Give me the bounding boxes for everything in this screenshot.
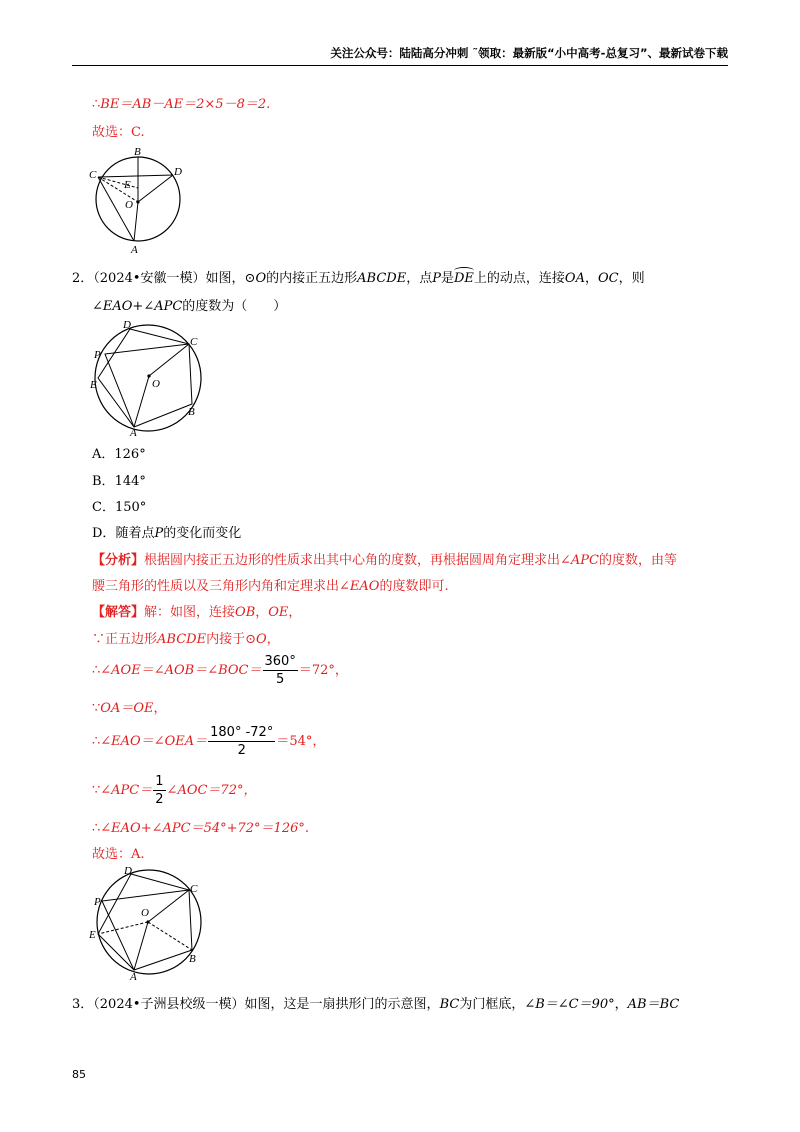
- therefore-symbol: ∴: [92, 97, 101, 112]
- option-text: 150°: [114, 500, 147, 515]
- solution-text: ，: [153, 701, 167, 716]
- analysis-line-2: [92, 578, 449, 596]
- q3-var: ∠B＝∠C＝90°: [524, 997, 615, 1012]
- solution-step-4: [92, 723, 325, 761]
- q2-var: ABCDE: [357, 271, 407, 286]
- q3-text: 如图，这是一扇拱形门的示意图，: [244, 997, 440, 1012]
- option-c: [92, 499, 146, 517]
- q2-text: 的内接正五边形: [266, 271, 358, 286]
- solution-text: ，: [266, 632, 280, 647]
- solution-text: ，: [255, 605, 269, 620]
- q3-text: 为门框底，: [459, 997, 525, 1012]
- question-source: （2024•子洲县校级一模）: [93, 997, 245, 1012]
- q2-text: ，则: [618, 271, 645, 286]
- fraction-denominator: 2: [237, 743, 246, 758]
- question-2-line-1: [72, 270, 645, 288]
- solution-var: ∠AOE＝∠AOB＝∠BOC＝: [100, 663, 262, 678]
- solution-text: ∵正五边形: [92, 632, 158, 647]
- fig2-label-c: C: [190, 336, 198, 348]
- fig2-label-e: E: [90, 379, 97, 391]
- q3-text: ，: [614, 997, 628, 1012]
- q3-var: AB＝BC: [627, 997, 680, 1012]
- q3-var: BC: [439, 997, 460, 1012]
- analysis-text: 的度数即可.: [379, 579, 449, 594]
- option-d: [92, 525, 241, 543]
- fig2-label-a: A: [130, 427, 137, 439]
- solution-answer-text: 故选：A.: [92, 847, 145, 862]
- solution-step-6: [92, 820, 309, 838]
- q2-var: P: [432, 271, 441, 286]
- analysis-text: 腰三角形的性质以及三角形内角和定理求出: [92, 579, 340, 594]
- fraction-denominator: 2: [155, 792, 164, 807]
- fraction-denominator: 5: [276, 672, 285, 687]
- solution-var: ∠AOC＝72°，: [166, 783, 257, 798]
- option-b: [92, 473, 146, 491]
- fraction-180-minus-72-over-2: [208, 724, 275, 759]
- figure-2-pentagon: [86, 318, 210, 439]
- solution-step-5: [92, 772, 256, 810]
- question-number: 2．: [72, 271, 94, 286]
- solution-text: ∴: [92, 663, 101, 678]
- solution-var: OA＝OE: [100, 701, 154, 716]
- solution-intro: [92, 604, 301, 622]
- solution-text: ∵: [92, 701, 101, 716]
- fraction-numerator: 1: [155, 774, 164, 789]
- q2-text: 是: [440, 271, 454, 286]
- analysis-tag: 【分析】: [92, 553, 145, 568]
- solution-step-3: [92, 700, 167, 718]
- fig3-label-b: B: [189, 953, 196, 965]
- page-header: [72, 44, 728, 66]
- option-text: 的变化而变化: [163, 526, 242, 541]
- fig3-label-e: E: [89, 929, 96, 941]
- option-a: [92, 446, 146, 464]
- fig3-label-c: C: [190, 883, 198, 895]
- fig3-label-p: P: [94, 896, 101, 908]
- solution-step-1: [92, 631, 280, 649]
- solution-text: ∴: [92, 821, 101, 836]
- option-label: B．: [92, 474, 115, 489]
- q2-var: OC: [597, 271, 619, 286]
- fig1-label-b: B: [134, 146, 141, 158]
- page-number-text: 85: [72, 1068, 86, 1081]
- solution-tag: 【解答】: [92, 605, 145, 620]
- fraction-1-over-2: [153, 773, 165, 808]
- q2-var: OA: [564, 271, 585, 286]
- fig3-label-a: A: [130, 971, 137, 983]
- analysis-text: 根据圆内接正五边形的性质求出其中心角的度数，再根据圆周角定理求出: [144, 553, 561, 568]
- figure-3-pentagon: [86, 864, 212, 983]
- solution-text: ∵: [92, 783, 101, 798]
- prev-answer: [92, 124, 145, 142]
- solution-var: OB: [235, 605, 256, 620]
- solution-var: OE: [268, 605, 289, 620]
- fig1-label-a: A: [131, 244, 138, 256]
- q2-text: 的度数为（ ）: [182, 299, 287, 314]
- fraction-numerator: 360°: [264, 654, 296, 669]
- option-text: 随着点: [115, 526, 155, 541]
- solution-var: ∠EAO＝∠OEA＝: [100, 734, 208, 749]
- fig2-label-o: O: [152, 378, 160, 390]
- fig1-label-c: C: [89, 169, 97, 181]
- option-label: A．: [92, 447, 115, 462]
- solution-text: ＝72°，: [298, 663, 348, 678]
- page-number: [72, 1068, 86, 1081]
- prev-calc: BE＝AB－AE＝2×5－8＝2.: [100, 97, 271, 112]
- fig2-label-p: P: [94, 349, 101, 361]
- option-text: 144°: [114, 474, 146, 489]
- solution-text: 解：如图，连接: [144, 605, 236, 620]
- solution-step-2: [92, 652, 348, 690]
- option-text: 126°: [114, 447, 146, 462]
- analysis-var: ∠APC: [560, 553, 600, 568]
- analysis-var: ∠EAO: [339, 579, 380, 594]
- question-source: （2024•安徽一模）: [93, 271, 206, 286]
- fig3-label-o: O: [141, 907, 149, 919]
- fig1-label-e: E: [124, 179, 131, 191]
- option-var: P: [154, 526, 164, 541]
- fraction-numerator: 180° -72°: [210, 725, 274, 740]
- prev-answer-text: 故选：C.: [92, 125, 145, 140]
- fig2-label-d: D: [123, 319, 131, 331]
- fig1-label-o: O: [125, 199, 133, 211]
- question-2-line-2: [92, 298, 286, 316]
- solution-var: O: [255, 632, 267, 647]
- solution-text: ，: [288, 605, 302, 620]
- arc-de: DE: [453, 271, 474, 286]
- figure-1-circle: [86, 146, 190, 256]
- fig2-label-b: B: [188, 406, 195, 418]
- analysis-text: 的度数，由等: [599, 553, 678, 568]
- solution-text: ∴: [92, 734, 101, 749]
- option-label: D．: [92, 526, 116, 541]
- fraction-360-over-5: [263, 653, 298, 688]
- solution-var: ABCDE: [157, 632, 207, 647]
- q2-var: O: [255, 271, 267, 286]
- q2-text: 上的动点，连接: [473, 271, 565, 286]
- q2-text: ，点: [406, 271, 433, 286]
- question-3-line-1: [72, 996, 679, 1014]
- analysis-line-1: [92, 552, 677, 570]
- q2-text: ，: [584, 271, 598, 286]
- prev-calc-line: [92, 96, 270, 114]
- solution-var: ∠EAO+∠APC＝54°+72°＝126°.: [100, 821, 309, 836]
- q2-text: 如图，⊙: [205, 271, 256, 286]
- solution-answer: [92, 846, 145, 864]
- solution-text: 内接于⊙: [206, 632, 256, 647]
- solution-text: ＝54°，: [276, 734, 326, 749]
- solution-var: ∠APC＝: [100, 783, 153, 798]
- header-text: 关注公众号：陆陆高分冲刺 ˜领取：最新版“小中高考-总复习”、最新试卷下载: [330, 46, 728, 60]
- question-number: 3．: [72, 997, 94, 1012]
- fig3-label-d: D: [124, 865, 132, 877]
- fig1-label-d: D: [174, 166, 182, 178]
- option-label: C．: [92, 500, 115, 515]
- q2-var: ∠EAO+∠APC: [92, 299, 183, 314]
